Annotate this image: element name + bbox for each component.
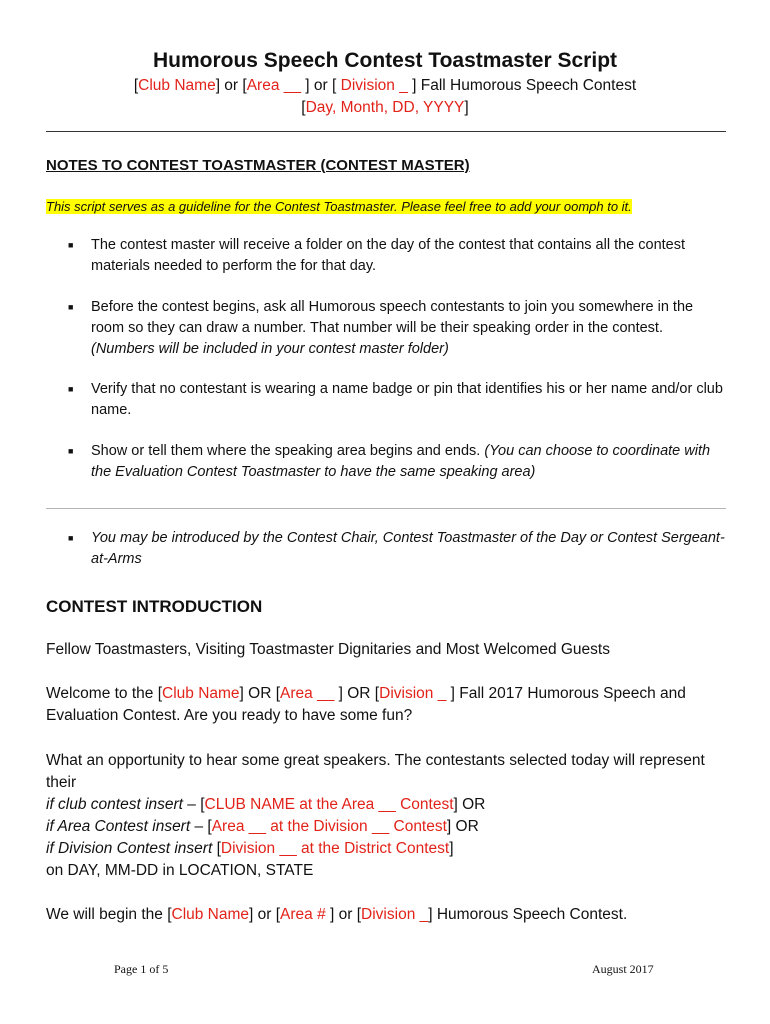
connector-text: ] xyxy=(449,840,454,857)
division-placeholder: Division _ xyxy=(361,906,429,923)
connector-text: ] OR [ xyxy=(239,685,281,702)
bullet-text: You may be introduced by the Contest Chair, Contest Toastmaster of the Day or Contest Sergeant-at-Arms xyxy=(91,530,725,567)
event-subtitle xyxy=(0,77,770,95)
notes-bullet xyxy=(68,235,728,277)
club-name-placeholder: Club Name xyxy=(162,685,240,702)
event-date-line xyxy=(0,99,770,117)
connector-text: [ xyxy=(212,840,221,857)
bullet-main-text: Before the contest begins, ask all Humorous speech contestants to join you somewhere in the room so they can draw a number. That number will be their speaking order in the contest. xyxy=(91,299,694,336)
bullet-square-icon: ■ xyxy=(68,533,74,543)
connector-text: ] or [ xyxy=(301,77,341,94)
bullet-square-icon: ■ xyxy=(68,446,74,456)
division-contest-placeholder: Division __ at the District Contest xyxy=(220,840,450,857)
bullet-main-text: Show or tell them where the speaking area begins and ends. xyxy=(91,443,481,459)
begin-text: ] Humorous Speech Contest. xyxy=(428,906,628,923)
area-contest-label: if Area Contest insert xyxy=(46,818,191,835)
division-placeholder: Division _ xyxy=(340,77,408,94)
opportunity-paragraph xyxy=(46,750,736,882)
area-placeholder: Area __ xyxy=(246,77,301,94)
area-placeholder: Area __ xyxy=(280,685,335,702)
bullet-text xyxy=(91,297,728,360)
begin-paragraph xyxy=(46,904,736,926)
welcome-text: Welcome to the [ xyxy=(46,685,163,702)
division-contest-label: if Division Contest insert xyxy=(46,840,213,857)
notes-heading: NOTES TO CONTEST TOASTMASTER (CONTEST MASTER) xyxy=(46,157,470,174)
connector-text: – [ xyxy=(182,796,205,813)
document-title: Humorous Speech Contest Toastmaster Script xyxy=(152,49,618,72)
notes-bullet xyxy=(68,379,728,421)
event-name: ] Fall Humorous Speech Contest xyxy=(407,77,637,94)
connector-text: ] or [ xyxy=(249,906,281,923)
date-location-line: on DAY, MM-DD in LOCATION, STATE xyxy=(46,862,314,879)
bullet-text: The contest master will receive a folder on the day of the contest that contains all the contest materials needed to perform the for that day. xyxy=(91,237,686,274)
connector-text: ] OR xyxy=(446,818,479,835)
division-placeholder: Division _ xyxy=(379,685,447,702)
bullet-square-icon: ■ xyxy=(68,240,74,250)
bracket: [ xyxy=(133,77,139,94)
bracket: ] xyxy=(464,99,469,116)
connector-text: ] OR [ xyxy=(334,685,380,702)
contest-introduction-heading: CONTEST INTRODUCTION xyxy=(46,597,263,616)
bullet-text xyxy=(91,441,728,483)
guideline-note: This script serves as a guideline for the Contest Toastmaster. Please feel free to add your oomph to it. xyxy=(46,199,632,214)
connector-text: ] OR xyxy=(453,796,486,813)
area-contest-placeholder: Area __ at the Division __ Contest xyxy=(211,818,447,835)
bullet-square-icon: ■ xyxy=(68,384,74,394)
footer-date: August 2017 xyxy=(592,962,654,976)
connector-text: – [ xyxy=(190,818,212,835)
welcome-text: ] Fall 2017 Humorous Speech and Evaluation Contest. Are you ready to have some fun? xyxy=(46,685,686,724)
bullet-italic-text: (You can choose to coordinate with the Evaluation Contest Toastmaster to have the same speaking area) xyxy=(91,443,711,480)
bullet-italic-text: (Numbers will be included in your contest master folder) xyxy=(91,341,449,357)
opportunity-text: What an opportunity to hear some great speakers. The contestants selected today will represent their xyxy=(46,752,705,791)
bullet-square-icon: ■ xyxy=(68,302,74,312)
notes-divider xyxy=(46,508,726,509)
club-name-placeholder: Club Name xyxy=(138,77,216,94)
bracket: [ xyxy=(301,99,306,116)
notes-bullet xyxy=(68,441,728,483)
date-placeholder: Day, Month, DD, YYYY xyxy=(305,99,465,116)
bullet-text: Verify that no contestant is wearing a name badge or pin that identifies his or her name and/or club name. xyxy=(91,381,723,418)
club-contest-placeholder: CLUB NAME at the Area __ Contest xyxy=(204,796,454,813)
begin-text: We will begin the [ xyxy=(46,906,172,923)
header-divider xyxy=(46,131,726,132)
club-contest-label: if club contest insert xyxy=(46,796,183,813)
greeting-paragraph: Fellow Toastmasters, Visiting Toastmaster Dignitaries and Most Welcomed Guests xyxy=(46,641,610,658)
welcome-paragraph xyxy=(46,683,736,727)
notes-bullet xyxy=(68,528,728,570)
club-name-placeholder: Club Name xyxy=(171,906,250,923)
area-placeholder: Area # xyxy=(280,906,326,923)
connector-text: ] or [ xyxy=(325,906,362,923)
notes-bullet xyxy=(68,297,728,360)
connector-text: ] or [ xyxy=(215,77,247,94)
page-number: Page 1 of 5 xyxy=(114,962,169,976)
